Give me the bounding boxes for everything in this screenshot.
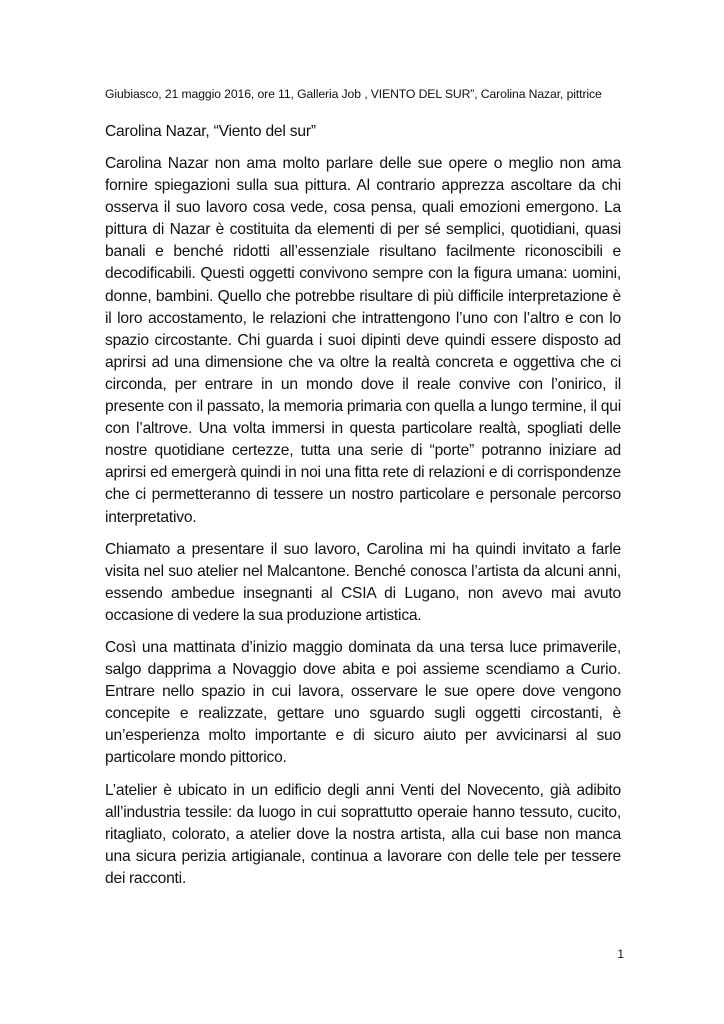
paragraph: L’atelier è ubicato in un edificio degli anni Venti del Novecento, già adibito all’industria tessile: da luogo in cui soprattutto operaie hanno tessuto, cucito, ritagliato, colorato, a atelier dove la nostra artista, alla cui base non manca una sicura perizia artigianale, continua a lavorare con delle tele per tessere dei racconti. — [105, 781, 621, 887]
paragraph: Chiamato a presentare il suo lavoro, Carolina mi ha quindi invitato a farle visita nel suo atelier nel Malcantone. Benché conosca l’artista da alcuni anni, essendo ambedue insegnanti al CSIA di Lugano, non avevo mai avuto occasione di vedere la sua produzione artistica. — [105, 540, 621, 624]
paragraph: Carolina Nazar non ama molto parlare delle sue opere o meglio non ama fornire spiegazioni sulla sua pittura. Al contrario apprezza ascoltare da chi osserva il suo lavoro cosa vede, cosa pensa, quali emozioni emergono. La pittura di Nazar è costituita da elementi di per sé semplici, quotidiani, quasi banali e benché ridotti all’essenziale risultano facilmente riconoscibili e decodificabili. Questi oggetti convivono sempre con la figura umana: uomini, donne, bambini. Quello che potrebbe risultare di più difficile interpretazione è il loro accostamento, le relazioni che intrattengono l’uno con l’altro e con lo spazio circostante. Chi guarda i suoi dipinti deve quindi essere disposto ad aprirsi ad una dimensione che va oltre la realtà concreta e oggettiva che ci circonda, per entrare in un mondo dove il reale convive con l’onirico, il presente con il passato, la memoria primaria con quella a lungo termine, il qui con l’altrove. Una volta immersi in questa particolare realtà, spogliati delle nostre quotidiane certezze, tutta una serie di “porte” potranno iniziare ad aprirsi ed emergerà quindi in noi una fitta rete di relazioni e di corrispondenze che ci permetteranno di tessere un nostro particolare e personale percorso interpretativo. — [105, 155, 621, 526]
document-title: Carolina Nazar, “Viento del sur” — [105, 123, 316, 140]
document-body — [105, 153, 621, 900]
paragraph: Così una mattinata d’inizio maggio dominata da una tersa luce primaverile, salgo dapprima a Novaggio dove abita e poi assieme scendiamo a Curio. Entrare nello spazio in cui lavora, osservare le sue opere dove vengono concepite e realizzate, gettare uno sguardo sugli oggetti circostanti, è un’esperienza molto importante e di sicuro aiuto per avvicinarsi al suo particolare mondo pittorico. — [105, 638, 621, 767]
page-number: 1 — [617, 947, 624, 961]
document-header: Giubiasco, 21 maggio 2016, ore 11, Galleria Job , VIENTO DEL SUR”, Carolina Nazar, pittrice — [105, 87, 602, 101]
